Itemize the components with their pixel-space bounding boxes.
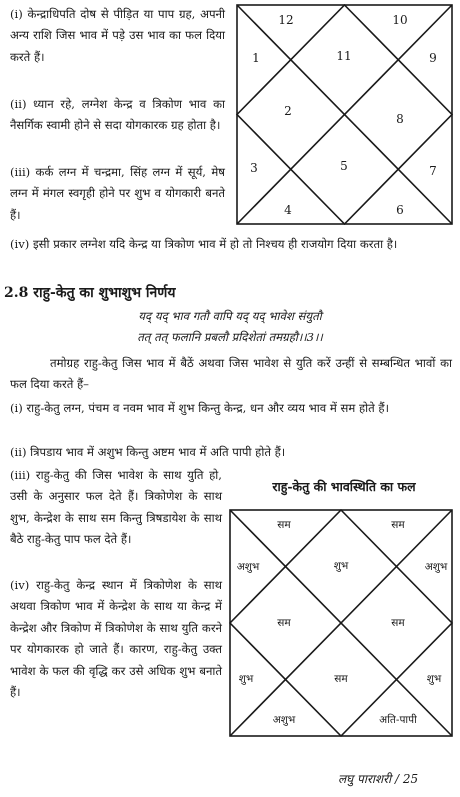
chart2-house-2: सम — [277, 519, 291, 531]
paragraph-9: (iv) राहु-केतु केन्द्र स्थान में त्रिकोणेश के साथ अथवा त्रिकोण भाव में केन्द्रेश के साथ या केन्द्र में केन्द्रेश और त्रिकोण में त्रिकोणेश के साथ युति करने पर योगकारक हो जाते हैं। कारण, राहु-केतु उक्त भावेश के फल की वृद्धि कर उसे अधिक शुभ बनाते हैं। — [10, 578, 222, 700]
paragraph-4: (iv) इसी प्रकार लग्नेश यदि केन्द्र या त्रिकोण भाव में हो तो निश्चय ही राजयोग दिया करता है। — [10, 237, 398, 251]
footer — [338, 770, 418, 787]
chart1-house-9: 6 — [396, 203, 404, 217]
rahu-ketu-result-chart — [226, 505, 456, 741]
paragraph-2: (ii) ध्यान रहे, लग्नेश केन्द्र व त्रिकोण भाव का नैसर्गिक स्वामी होने से सदा योगकारक ग्रह होता है। — [10, 97, 225, 133]
chart2-house-12: सम — [391, 519, 405, 531]
chart1-house-6: 1 — [252, 51, 260, 65]
chart2-house-6: अशुभ — [272, 714, 296, 726]
paragraph-3: (iii) कर्क लग्न में चन्द्रमा, सिंह लग्न में सूर्य, मेष लग्न में मंगल स्वगृही होने पर शुभ व योगकारी बनते हैं। — [10, 165, 225, 222]
verse-line-2: तत् तत् फलानि प्रबलौ प्रदिशेतां तमग्रहौ।।3।। — [137, 330, 323, 344]
chart1-house-10: 7 — [429, 164, 437, 178]
chart2-house-7: सम — [334, 673, 348, 685]
chart2-title: राहु-केतु की भावस्थिति का फल — [272, 479, 416, 494]
chart2-house-1: शुभ — [333, 560, 349, 572]
birth-chart-numbers — [234, 0, 456, 228]
section-heading: 2.8 राहु-केतु का शुभाशुभ निर्णय — [4, 285, 176, 301]
chart2-house-8: अति-पापी — [379, 714, 417, 726]
chart2-house-9: शुभ — [426, 673, 442, 685]
chart1-house-7: 3 — [250, 161, 258, 175]
chart1-house-1: 11 — [336, 49, 352, 63]
footer-book-title: लघु पाराशरी — [338, 772, 392, 786]
chart1-house-12: 10 — [392, 13, 408, 27]
chart1-house-11: 9 — [429, 51, 437, 65]
chart2-house-5: शुभ — [238, 673, 254, 685]
page-number: / 25 — [395, 772, 419, 786]
verse-line-1: यद् यद् भाव गतौ वापि यद् यद् भावेश संयुतौ — [138, 309, 322, 323]
chart2-house-4: सम — [277, 617, 291, 629]
chart1-house-8: 4 — [284, 203, 292, 217]
chart1-house-4: 8 — [396, 112, 404, 126]
chart1-house-3: 5 — [340, 159, 348, 173]
paragraph-8: (iii) राहु-केतु की जिस भावेश के साथ युति हो, उसी के अनुसार फल देते हैं। त्रिकोणेश के साथ शुभ, केन्द्रेश के साथ सम किन्तु त्रिषडायेश के साथ बैठे राहु-केतु पाप फल देते हैं। — [10, 468, 222, 547]
paragraph-5: तमोग्रह राहु-केतु जिस भाव में बैठें अथवा जिस भावेश से युति करें उन्हीं से सम्बन्धित भावों का फल दिया करते हैं– — [10, 356, 452, 392]
chart2-house-3: अशुभ — [236, 561, 260, 573]
paragraph-7: (ii) त्रिपडाय भाव में अशुभ किन्तु अष्टम भाव में अति पापी होते हैं। — [10, 445, 286, 459]
chart2-house-11: अशुभ — [424, 561, 448, 573]
paragraph-1: (i) केन्द्राधिपति दोष से पीड़ित या पाप ग्रह, अपनी अन्य राशि जिस भाव में पड़े उस भाव का फल दिया करते हैं। — [10, 7, 225, 64]
paragraph-6: (i) राहु-केतु लग्न, पंचम व नवम भाव में शुभ किन्तु केन्द्र, धन और व्यय भाव में सम होते हैं। — [10, 401, 389, 415]
chart2-house-10: सम — [391, 617, 405, 629]
chart1-house-5: 12 — [278, 13, 294, 27]
chart1-house-2: 2 — [284, 104, 292, 118]
